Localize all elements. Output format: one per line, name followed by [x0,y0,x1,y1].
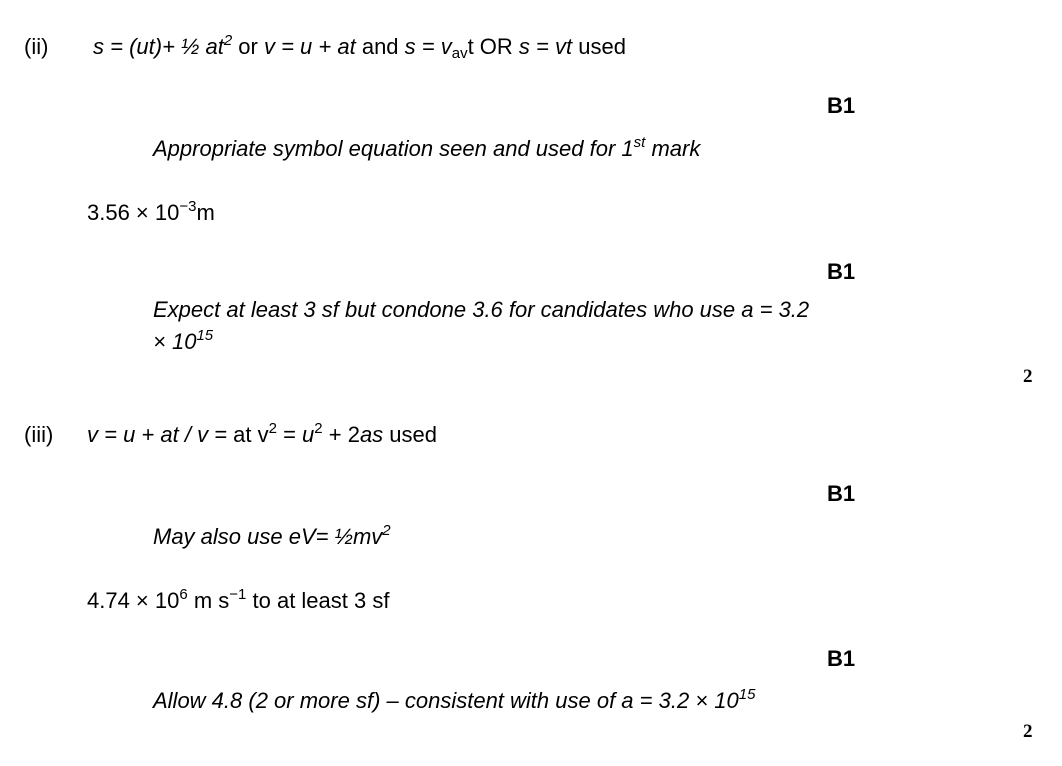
part-ii-guidance-1: Appropriate symbol equation seen and used for 1st mark [153,134,701,161]
part-ii-guidance-2-line-1: Expect at least 3 sf but condone 3.6 for candidates who use a = 3.2 [153,297,810,322]
part-ii-label: (ii) [24,34,49,59]
part-iii-total-marks: 2 [1023,721,1033,742]
part-iii-answer: $4.74 \times 10^6$ m $s^{-1}$ to at least 3 sf [87,586,390,613]
part-iii-mark-2: B1 [827,646,856,671]
part-ii-answer: $3.56 \times 10^{-3}m$ [87,198,215,225]
part-iii-mark-1: B1 [827,481,856,506]
part-ii-equation: s = (ut)+ ½ $at^2$ or v = u + at and $s = v_{av}t$ OR s = vt used [93,32,626,62]
part-ii-total-marks: 2 [1023,366,1033,387]
part-ii-mark-2: B1 [827,259,856,284]
part-iii-label: (iii) [24,422,54,447]
part-ii-mark-1: B1 [827,93,856,118]
part-iii-equation: v = u + at / v = at $v^2 = u^2 + 2as$ used [87,420,438,447]
part-iii-guidance-1: May also use $eV= \frac{1}{2}mv^2$ [153,522,391,549]
part-ii-guidance-2-line-2: × $10^{15}$ [153,327,214,354]
part-iii-guidance-2: Allow 4.8 (2 or more sf) – consistent with use of $a = 3.2 \times 10^{15}$ [153,686,756,713]
